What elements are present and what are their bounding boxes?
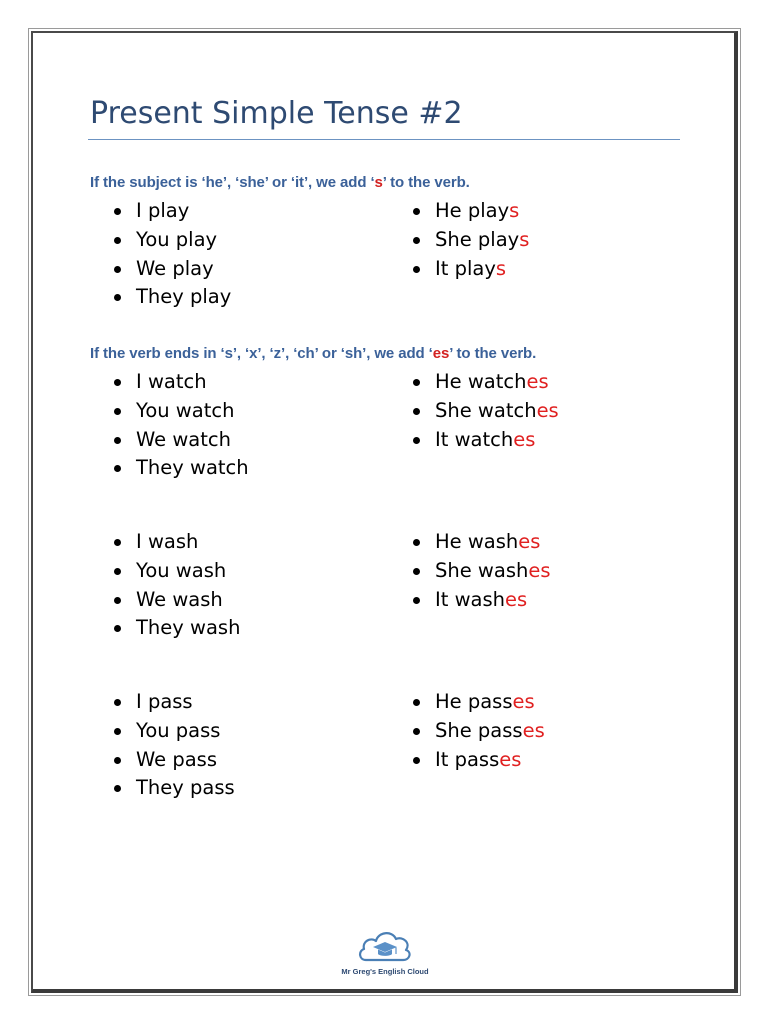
list-item — [411, 426, 559, 455]
list-item — [411, 255, 529, 284]
verb-suffix: es — [522, 718, 545, 742]
verb-suffix: es — [513, 427, 536, 451]
verb-suffix: es — [536, 398, 559, 422]
list-item: They watch — [112, 454, 249, 483]
verb-suffix: s — [495, 256, 507, 280]
list-item: I play — [112, 197, 231, 226]
rule-1-after: ’ to the verb. — [382, 174, 470, 191]
list-item: They wash — [112, 614, 240, 643]
rule-1-highlight: s — [374, 174, 383, 191]
verb-base: She wash — [435, 558, 529, 582]
group-2-right-list — [411, 368, 559, 454]
rule-2-after: ’ to the verb. — [449, 345, 537, 362]
list-item: I wash — [112, 528, 240, 557]
list-item: You wash — [112, 557, 240, 586]
list-item — [411, 528, 551, 557]
list-item — [411, 717, 545, 746]
list-item: We play — [112, 255, 231, 284]
rule-1-text — [90, 174, 470, 191]
rule-2-before: If the verb ends in ‘s’, ‘x’, ‘z’, ‘ch’ or ‘sh’, we add ‘ — [90, 345, 433, 362]
list-item — [411, 586, 551, 615]
list-item: You pass — [112, 717, 235, 746]
list-item: We pass — [112, 746, 235, 775]
verb-base: It watch — [435, 427, 514, 451]
verb-base: He watch — [435, 370, 527, 393]
verb-suffix: s — [519, 227, 530, 251]
verb-base: She watch — [435, 398, 537, 422]
verb-base: It pass — [435, 747, 500, 771]
list-item — [411, 557, 551, 586]
list-item — [411, 368, 559, 397]
group-2-left-list — [112, 368, 249, 483]
brand-logo — [340, 924, 430, 980]
verb-suffix: es — [512, 690, 535, 713]
list-item: You play — [112, 226, 231, 255]
verb-suffix: es — [499, 747, 522, 771]
title-underline — [88, 139, 680, 140]
list-item — [411, 397, 559, 426]
group-3-right-list — [411, 528, 551, 614]
group-4-left-list — [112, 688, 235, 803]
verb-base: He play — [435, 199, 510, 222]
rule-1-before: If the subject is ‘he’, ‘she’ or ‘it’, we add ‘ — [90, 174, 375, 191]
verb-base: She pass — [435, 718, 523, 742]
verb-base: She play — [435, 227, 520, 251]
rule-2-highlight: es — [432, 345, 450, 362]
verb-base: It wash — [435, 587, 506, 611]
verb-base: He pass — [435, 690, 513, 713]
verb-base: He wash — [435, 530, 519, 553]
verb-suffix: es — [505, 587, 528, 611]
list-item: I watch — [112, 368, 249, 397]
list-item: They play — [112, 283, 231, 312]
list-item: I pass — [112, 688, 235, 717]
group-4-right-list — [411, 688, 545, 774]
group-1-right-list — [411, 197, 529, 283]
logo-text: Mr Greg's English Cloud — [341, 967, 429, 976]
list-item: They pass — [112, 774, 235, 803]
page-title: Present Simple Tense #2 — [90, 96, 463, 131]
rule-2-text — [90, 345, 536, 362]
list-item — [411, 688, 545, 717]
group-3-left-list — [112, 528, 240, 643]
list-item: We wash — [112, 586, 240, 615]
list-item — [411, 226, 529, 255]
verb-suffix: es — [528, 558, 551, 582]
list-item: You watch — [112, 397, 249, 426]
list-item — [411, 197, 529, 226]
verb-suffix: es — [526, 370, 549, 393]
verb-suffix: s — [509, 199, 520, 222]
verb-base: It play — [435, 256, 496, 280]
cloud-graduation-cap-icon — [356, 924, 414, 966]
list-item — [411, 746, 545, 775]
list-item: We watch — [112, 426, 249, 455]
group-1-left-list — [112, 197, 231, 312]
verb-suffix: es — [518, 530, 541, 553]
